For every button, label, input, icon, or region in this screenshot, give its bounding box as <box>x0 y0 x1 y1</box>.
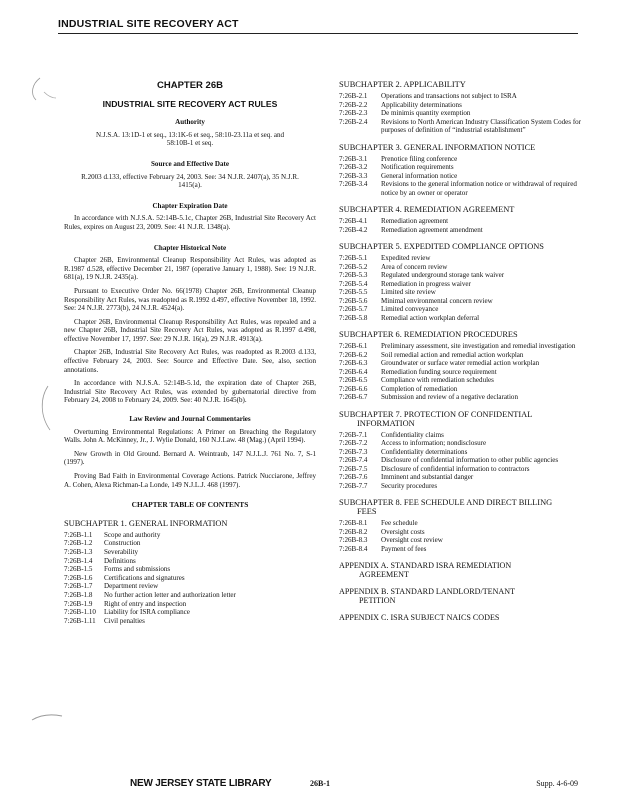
section-title: Security procedures <box>381 481 438 490</box>
section-title: Civil penalties <box>104 616 145 625</box>
section-title: Oversight costs <box>381 527 425 536</box>
toc-entry[interactable] <box>339 439 585 448</box>
subchapter-heading[interactable] <box>339 242 585 251</box>
section-title: De minimis quantity exemption <box>381 109 471 117</box>
subchapter-heading[interactable]: SUBCHAPTER 1. GENERAL INFORMATION <box>64 518 228 528</box>
subchapter-block <box>339 410 585 491</box>
margin-mark-bottom <box>30 710 64 724</box>
section-number: 7:26B-8.3 <box>339 536 368 544</box>
section-number: 7:26B-3.2 <box>339 163 368 171</box>
appendix-list <box>339 561 585 622</box>
subchapter-heading-text: SUBCHAPTER 7. PROTECTION OF CONFIDENTIAL <box>339 409 533 419</box>
subchapter-block <box>339 143 585 198</box>
section-number: 7:26B-1.9 <box>64 599 93 608</box>
history-para: In accordance with N.J.S.A. 52:14B-5.1d, the expiration date of Chapter 26B, Industrial Site Recovery Act Rules, was extended by gubernatorial directive from February 24, 2008 to February 24, 2009. See: 40 N.J.R. 1645(b). <box>64 379 316 405</box>
toc-entry[interactable] <box>64 600 316 609</box>
section-number: 7:26B-6.4 <box>339 367 368 376</box>
toc-entry[interactable] <box>64 591 316 600</box>
subchapter-heading[interactable] <box>339 330 585 339</box>
toc-entry[interactable] <box>339 254 585 263</box>
section-title: General information notice <box>381 171 458 180</box>
section-title: Oversight cost review <box>381 536 443 544</box>
supplement-date: Supp. 4-6-09 <box>536 779 578 788</box>
section-number: 7:26B-5.5 <box>339 288 368 296</box>
section-number: 7:26B-4.2 <box>339 225 368 234</box>
section-title: Notification requirements <box>381 163 454 171</box>
appendix-title: APPENDIX C. ISRA SUBJECT NAICS CODES <box>339 613 500 622</box>
law-review-para: Proving Bad Faith in Environmental Coverage Actions. Patrick Nucciarone, Jeffrey A. Cohen, Alexa Richman-La Londe, 149 N.J.L.J. 468 (1997). <box>64 472 316 489</box>
toc-entry[interactable] <box>339 263 585 272</box>
toc-entry[interactable] <box>339 393 585 402</box>
appendix-title: APPENDIX A. STANDARD ISRA REMEDIATION <box>339 561 512 570</box>
section-number: 7:26B-2.3 <box>339 109 368 117</box>
subchapter-heading-cont: FEES <box>357 507 377 516</box>
toc-entry[interactable] <box>339 109 585 118</box>
section-number: 7:26B-1.1 <box>64 530 93 539</box>
subchapter-heading[interactable] <box>339 80 585 89</box>
toc-entry[interactable] <box>339 473 585 482</box>
section-number: 7:26B-7.1 <box>339 430 368 439</box>
toc-entry[interactable] <box>339 536 585 545</box>
toc-entry[interactable] <box>339 342 585 351</box>
law-review-para: New Growth in Old Ground. Bernard A. Weintraub, 147 N.J.L.J. 761 No. 7, S-1 (1997). <box>64 449 316 467</box>
law-review-heading: Law Review and Journal Commentaries <box>129 415 251 424</box>
section-number: 7:26B-3.3 <box>339 171 368 180</box>
section-number: 7:26B-5.7 <box>339 305 368 313</box>
toc-entry[interactable] <box>64 557 316 566</box>
section-number: 7:26B-3.4 <box>339 180 368 188</box>
appendix-title-cont: AGREEMENT <box>359 570 409 579</box>
section-title: Confidentiality claims <box>381 430 444 439</box>
toc-entry[interactable] <box>339 528 585 537</box>
source-heading: Source and Effective Date <box>151 159 229 168</box>
section-number: 7:26B-5.8 <box>339 313 368 322</box>
toc-entry[interactable] <box>339 271 585 280</box>
section-number: 7:26B-6.2 <box>339 350 368 359</box>
section-number: 7:26B-7.2 <box>339 439 368 447</box>
law-review-para: Overturning Environmental Regulations: A Primer on Breaching the Regulatory Walls. John A. McKinney, Jr., J. Wylie Donald, 160 N.J.Law. 48 (Mag.) (April 1994). <box>64 427 316 445</box>
toc-entry[interactable] <box>339 217 585 226</box>
toc-entry[interactable] <box>339 297 585 306</box>
history-para: Chapter 26B, Environmental Cleanup Responsibility Act Rules, was adopted as R.1987 d.528, effective December 21, 1987 (operative January 1, 1988). See: 19 N.J.R. 681(a), 19 N.J.R. 2435(a). <box>64 256 316 282</box>
section-number: 7:26B-1.2 <box>64 539 93 548</box>
section-title: Disclosure of confidential information to contractors <box>381 464 530 473</box>
section-title: Remediation agreement amendment <box>381 225 483 234</box>
subchapter-heading[interactable] <box>339 498 585 516</box>
subchapter-heading-cont: INFORMATION <box>357 418 415 428</box>
toc-entry[interactable] <box>64 539 316 548</box>
subchapter-heading-text: SUBCHAPTER 8. FEE SCHEDULE AND DIRECT BILLING <box>339 498 553 507</box>
section-title: Submission and review of a negative declaration <box>381 393 518 401</box>
subchapter-block <box>339 80 585 135</box>
chapter-name: INDUSTRIAL SITE RECOVERY ACT RULES <box>102 98 278 109</box>
section-title: Remediation agreement <box>381 217 449 225</box>
section-number: 7:26B-8.2 <box>339 527 368 536</box>
toc-entry[interactable] <box>339 465 585 474</box>
appendix-entry[interactable] <box>339 561 585 579</box>
section-title: Compliance with remediation schedules <box>381 376 494 384</box>
toc-entry[interactable] <box>339 226 585 235</box>
section-title: Preliminary assessment, site investigation and remedial investigation <box>381 342 576 350</box>
history-para: Chapter 26B, Environmental Cleanup Responsibility Act Rules, was repealed and a new Chapter 26B, Industrial Site Recovery Act Rules, was adopted as R.1997 d.498, effective November 17, 1997. See: 29 N.J.R. 16(a), 29 N.J.R. 4913(a). <box>64 317 316 343</box>
appendix-title-cont: PETITION <box>359 596 396 605</box>
subchapter-block <box>339 330 585 402</box>
toc-entry[interactable] <box>64 548 316 557</box>
toc-entry[interactable] <box>339 376 585 385</box>
section-title: Limited site review <box>381 288 436 296</box>
section-number: 7:26B-8.4 <box>339 544 368 553</box>
appendix-entry[interactable] <box>339 613 585 622</box>
chapter-title: CHAPTER 26B <box>157 80 223 91</box>
section-number: 7:26B-5.3 <box>339 271 368 279</box>
section-title: Groundwater or surface water remedial action workplan <box>381 359 540 367</box>
section-number: 7:26B-5.2 <box>339 262 368 271</box>
toc-entry[interactable] <box>339 456 585 465</box>
section-number: 7:26B-6.7 <box>339 393 368 401</box>
section-title: Right of entry and inspection <box>104 599 187 608</box>
section-number: 7:26B-7.4 <box>339 456 368 464</box>
toc-entry[interactable] <box>339 545 585 554</box>
section-title: Confidentiality determinations <box>381 447 468 456</box>
section-title: Operations and transactions not subject to ISRA <box>381 92 517 100</box>
section-number: 7:26B-6.1 <box>339 342 368 350</box>
section-number: 7:26B-1.7 <box>64 582 93 591</box>
section-title: Forms and submissions <box>104 565 171 574</box>
section-title: Liability for ISRA compliance <box>104 608 190 617</box>
section-number: 7:26B-2.1 <box>339 92 368 100</box>
appendix-entry[interactable] <box>339 587 585 605</box>
subchapter-heading-text: SUBCHAPTER 3. GENERAL INFORMATION NOTICE <box>339 142 536 152</box>
expiration-heading: Chapter Expiration Date <box>152 201 228 210</box>
section-number: 7:26B-1.10 <box>64 608 96 617</box>
history-para: Chapter 26B, Industrial Site Recovery Act Rules, was readopted as R.2003 d.133, effective February 24, 2003. See: Source and Effective Date. See, also, section annotations. <box>64 348 316 374</box>
section-title: Soil remedial action and remedial action workplan <box>381 350 524 359</box>
section-title: Completion of remediation <box>381 384 458 393</box>
left-column <box>64 78 316 625</box>
section-title: No further action letter and authorization letter <box>104 590 236 599</box>
section-title: Imminent and substantial danger <box>381 473 474 481</box>
toc-entry[interactable] <box>339 180 585 197</box>
subchapter-heading-text: SUBCHAPTER 2. APPLICABILITY <box>339 80 466 89</box>
margin-mark-middle <box>30 380 60 440</box>
section-title: Payment of fees <box>381 544 427 553</box>
expiration-text: In accordance with N.J.S.A. 52:14B-5.1c, Chapter 26B, Industrial Site Recovery Act Rules, expires on August 23, 2009. See: 41 N.J.R. 1348(a). <box>64 214 316 231</box>
section-title: Department review <box>104 582 159 591</box>
section-number: 7:26B-7.3 <box>339 447 368 456</box>
toc-entry[interactable] <box>64 582 316 591</box>
toc-entry[interactable] <box>339 482 585 491</box>
section-title: Expedited review <box>381 254 431 262</box>
history-heading: Chapter Historical Note <box>153 243 227 252</box>
library-stamp: NEW JERSEY STATE LIBRARY <box>130 778 272 789</box>
subchapter-heading-text: SUBCHAPTER 5. EXPEDITED COMPLIANCE OPTIONS <box>339 242 544 251</box>
history-para: Pursuant to Executive Order No. 66(1978) Chapter 26B, Environmental Cleanup Responsibility Act Rules, was readopted as R.1992 d.497, effective November 18, 1992. See: 24 N.J.R. 2773(b), 24 N.J.R. 4524(a). <box>64 286 316 313</box>
source-text: R.2003 d.133, effective February 24, 2003. See: 34 N.J.R. 2407(a), 35 N.J.R. 1415(a). <box>81 172 299 190</box>
section-number: 7:26B-4.1 <box>339 217 368 225</box>
page-number: 26B-1 <box>310 779 330 788</box>
section-number: 7:26B-5.1 <box>339 254 368 262</box>
section-number: 7:26B-1.3 <box>64 547 93 556</box>
section-number: 7:26B-2.4 <box>339 117 368 126</box>
toc-entry[interactable] <box>339 305 585 314</box>
section-title: Limited conveyance <box>381 305 439 313</box>
section-number: 7:26B-6.6 <box>339 384 368 393</box>
section-title: Prenotice filing conference <box>381 154 458 163</box>
toc-entry[interactable] <box>339 172 585 181</box>
section-title: Definitions <box>104 556 136 565</box>
subchapter-block <box>339 498 585 553</box>
section-number: 7:26B-1.5 <box>64 565 93 574</box>
toc-entry[interactable] <box>339 519 585 528</box>
subchapter-heading[interactable] <box>339 143 585 152</box>
section-title: Remediation funding source requirement <box>381 367 497 376</box>
margin-mark-top <box>18 72 58 112</box>
toc-entry[interactable] <box>339 351 585 360</box>
toc-entry[interactable] <box>339 368 585 377</box>
section-title: Remedial action workplan deferral <box>381 313 480 322</box>
section-title: Area of concern review <box>381 262 448 271</box>
toc-entry[interactable] <box>64 531 316 540</box>
right-column <box>339 80 585 630</box>
page-footer <box>58 778 578 792</box>
section-number: 7:26B-7.6 <box>339 473 368 481</box>
subchapter-heading-text: SUBCHAPTER 4. REMEDIATION AGREEMENT <box>339 205 515 214</box>
toc-entry[interactable] <box>339 101 585 110</box>
section-title: Certifications and signatures <box>104 573 185 582</box>
section-number: 7:26B-1.4 <box>64 556 93 565</box>
section-number: 7:26B-1.8 <box>64 590 93 599</box>
section-number: 7:26B-3.1 <box>339 154 368 163</box>
section-number: 7:26B-7.5 <box>339 464 368 473</box>
section-number: 7:26B-7.7 <box>339 481 368 490</box>
section-number: 7:26B-2.2 <box>339 100 368 109</box>
section-title: Fee schedule <box>381 519 418 527</box>
toc-entry[interactable] <box>339 385 585 394</box>
section-title: Remediation in progress waiver <box>381 279 471 288</box>
toc-heading: CHAPTER TABLE OF CONTENTS <box>131 500 249 510</box>
toc-entry[interactable] <box>339 155 585 164</box>
section-number: 7:26B-6.5 <box>339 376 368 384</box>
toc-entry[interactable] <box>339 280 585 289</box>
subchapter-block <box>339 242 585 322</box>
section-title: Access to information; nondisclosure <box>381 439 487 447</box>
section-title: Construction <box>104 539 141 548</box>
section-number: 7:26B-1.6 <box>64 573 93 582</box>
toc-entry[interactable] <box>339 288 585 297</box>
subchapter-1-list <box>64 531 316 626</box>
subchapter-heading[interactable] <box>339 410 585 428</box>
toc-entry[interactable] <box>339 163 585 172</box>
section-title: Disclosure of confidential information to other public agencies <box>381 456 559 464</box>
subchapter-block <box>339 205 585 234</box>
toc-entry[interactable] <box>339 92 585 101</box>
subchapter-heading-text: SUBCHAPTER 6. REMEDIATION PROCEDURES <box>339 330 518 339</box>
running-head: INDUSTRIAL SITE RECOVERY ACT <box>58 18 578 34</box>
toc-entry[interactable] <box>64 617 316 626</box>
section-number: 7:26B-8.1 <box>339 519 368 527</box>
section-number: 7:26B-5.6 <box>339 296 368 305</box>
toc-entry[interactable] <box>339 448 585 457</box>
section-number: 7:26B-6.3 <box>339 359 368 367</box>
toc-entry[interactable] <box>64 574 316 583</box>
section-title: Regulated underground storage tank waiver <box>381 271 505 279</box>
appendix-title: APPENDIX B. STANDARD LANDLORD/TENANT <box>339 587 516 596</box>
toc-entry[interactable] <box>339 118 585 135</box>
section-title: Applicability determinations <box>381 100 462 109</box>
authority-text: N.J.S.A. 13:1D-1 et seq., 13:1K-6 et seq., 58:10-23.11a et seq. and 58:10B-1 et seq. <box>95 130 285 148</box>
authority-heading: Authority <box>175 118 205 127</box>
toc-entry[interactable] <box>339 359 585 368</box>
section-title: Scope and authority <box>104 530 161 539</box>
toc-entry[interactable] <box>339 314 585 323</box>
section-number: 7:26B-5.4 <box>339 279 368 288</box>
toc-entry[interactable] <box>339 431 585 440</box>
section-number: 7:26B-1.11 <box>64 616 96 625</box>
toc-entry[interactable] <box>64 565 316 574</box>
section-title: Revisions to North American Industry Classification System Codes for purposes of definition of “industrial establishment” <box>381 117 582 134</box>
section-title: Revisions to the general information notice or withdrawal of required notice by an owner or operator <box>381 180 577 197</box>
toc-entry[interactable] <box>64 608 316 617</box>
section-title: Minimal environmental concern review <box>381 296 493 305</box>
subchapter-heading[interactable] <box>339 205 585 214</box>
section-title: Severability <box>104 547 139 556</box>
subchapter-list <box>339 80 585 553</box>
